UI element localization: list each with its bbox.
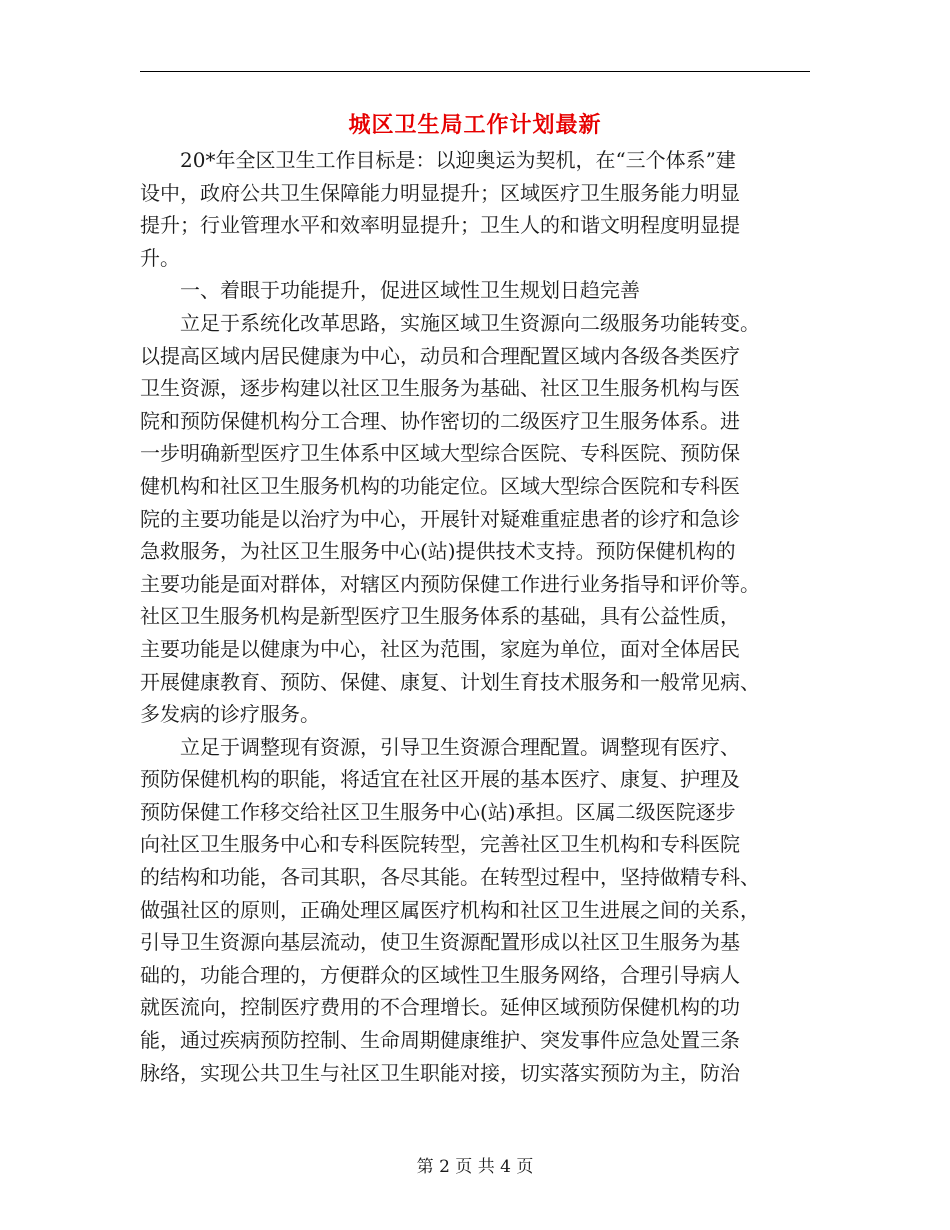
text-line: 提升；行业管理水平和效率明显提升；卫生人的和谐文明程度明显提	[140, 213, 740, 238]
text-line: 一、着眼于功能提升，促进区域性卫生规划日趋完善	[140, 278, 640, 303]
text-line: 设中，政府公共卫生保障能力明显提升；区域医疗卫生服务能力明显	[140, 180, 740, 205]
text-line: 础的，功能合理的，方便群众的区域性卫生服务网络，合理引导病人	[140, 962, 740, 987]
text-line: 健机构和社区卫生服务机构的功能定位。区域大型综合医院和专科医	[140, 473, 740, 498]
text-line: 一步明确新型医疗卫生体系中区域大型综合医院、专科医院、预防保	[140, 441, 740, 466]
text-line: 脉络，实现公共卫生与社区卫生职能对接，切实落实预防为主，防治	[140, 1060, 740, 1085]
text-line: 能，通过疾病预防控制、生命周期健康维护、突发事件应急处置三条	[140, 1028, 740, 1053]
text-line: 的结构和功能，各司其职，各尽其能。在转型过程中，坚持做精专科、	[140, 865, 760, 890]
text-line: 立足于调整现有资源，引导卫生资源合理配置。调整现有医疗、	[140, 734, 740, 759]
text-line: 预防保健机构的职能，将适宜在社区开展的基本医疗、康复、护理及	[140, 767, 740, 792]
text-line: 社区卫生服务机构是新型医疗卫生服务体系的基础，具有公益性质，	[140, 604, 740, 629]
text-line: 20*年全区卫生工作目标是：以迎奥运为契机，在“三个体系”建	[140, 148, 736, 172]
text-line: 急救服务，为社区卫生服务中心(站)提供技术支持。预防保健机构的	[140, 539, 736, 564]
text-line: 引导卫生资源向基层流动，使卫生资源配置形成以社区卫生服务为基	[140, 930, 740, 955]
header-rule	[140, 71, 810, 72]
text-line: 开展健康教育、预防、保健、康复、计划生育技术服务和一般常见病、	[140, 669, 760, 694]
text-line: 立足于系统化改革思路，实施区域卫生资源向二级服务功能转变。	[140, 310, 760, 335]
document-body	[140, 144, 810, 1089]
text-line: 向社区卫生服务中心和专科医院转型，完善社区卫生机构和专科医院	[140, 832, 740, 857]
text-line: 主要功能是面对群体，对辖区内预防保健工作进行业务指导和评价等。	[140, 571, 760, 596]
text-line: 院的主要功能是以治疗为中心，开展针对疑难重症患者的诊疗和急诊	[140, 506, 740, 531]
text-line: 做强社区的原则，正确处理区属医疗机构和社区卫生进展之间的关系，	[140, 897, 760, 922]
page-footer: 第 2 页 共 4 页	[416, 1157, 534, 1177]
text-line: 预防保健工作移交给社区卫生服务中心(站)承担。区属二级医院逐步	[140, 799, 736, 824]
text-line: 院和预防保健机构分工合理、协作密切的二级医疗卫生服务体系。进	[140, 408, 740, 433]
text-line: 主要功能是以健康为中心，社区为范围，家庭为单位，面对全体居民	[140, 636, 740, 661]
text-line: 以提高区域内居民健康为中心，动员和合理配置区域内各级各类医疗	[140, 343, 740, 368]
text-line: 多发病的诊疗服务。	[140, 702, 320, 727]
text-line: 卫生资源，逐步构建以社区卫生服务为基础、社区卫生服务机构与医	[140, 376, 740, 401]
text-line: 就医流向，控制医疗费用的不合理增长。延伸区域预防保健机构的功	[140, 995, 740, 1020]
document-title: 城区卫生局工作计划最新	[348, 112, 602, 138]
text-line: 升。	[140, 245, 180, 270]
